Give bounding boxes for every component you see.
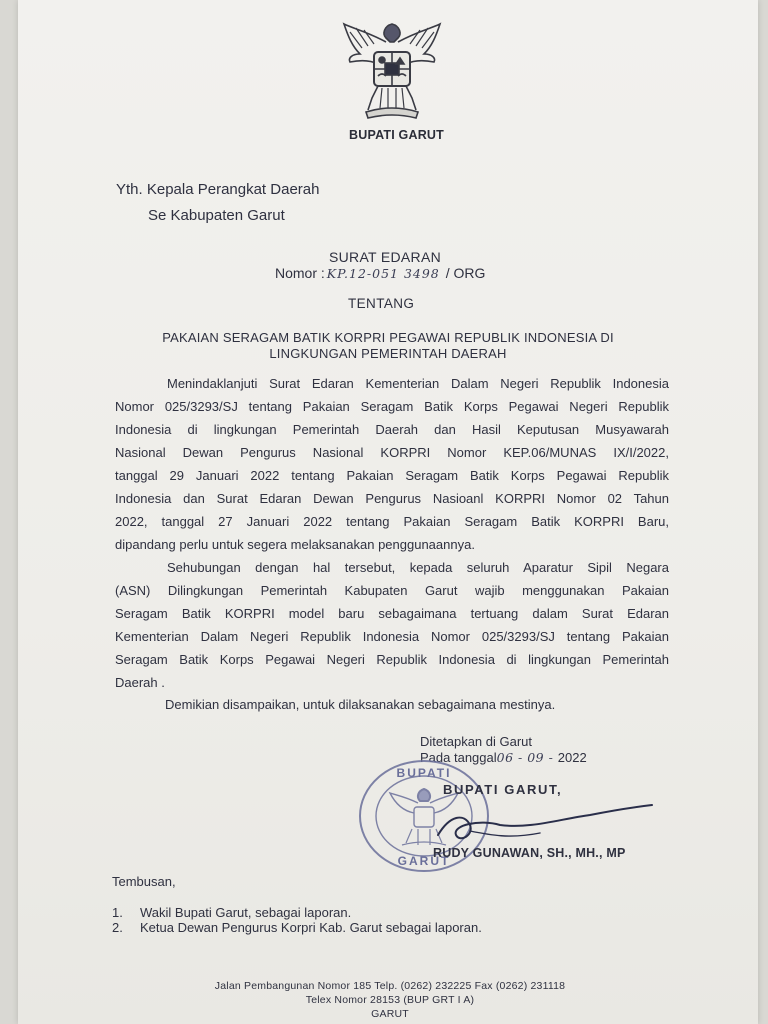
cc-item-text: Ketua Dewan Pengurus Korpri Kab. Garut sebagai laporan. — [140, 920, 482, 935]
letter-subject — [128, 330, 648, 362]
addressee-line-1: Yth. Kepala Perangkat Daerah — [116, 181, 320, 198]
cc-item — [112, 920, 482, 935]
stamp-text-bottom: GARUT — [397, 854, 451, 868]
paragraph-line: Seragam Batik KORPRI model baru sebagaimana tertuang dalam Surat Edaran — [115, 606, 669, 621]
place-of-issue: Ditetapkan di Garut — [420, 734, 533, 749]
date-label: Pada tanggal — [420, 750, 497, 765]
letterhead-title: BUPATI GARUT — [349, 128, 444, 142]
paragraph-line: tanggal 29 Januari 2022 tentang Pakaian Seragam Batik Korps Pegawai Republik — [115, 468, 669, 483]
paragraph-line: Seragam Batik Korps Pegawai Negeri Republik Indonesia di lingkungan Pemerintah — [115, 652, 669, 667]
paragraph-line: Menindaklanjuti Surat Edaran Kementerian Dalam Negeri Republik Indonesia — [167, 376, 669, 391]
signatory-office: BUPATI GARUT, — [443, 782, 563, 797]
paragraph-line: (ASN) Dilingkungan Pemerintah Kabupaten Garut wajib menggunakan Pakaian — [115, 583, 669, 598]
footer-city: GARUT — [371, 1008, 409, 1020]
paragraph-line: 2022, tanggal 27 Januari 2022 tentang Pakaian Seragam Batik KORPRI Baru, — [115, 514, 669, 529]
cc-item — [112, 905, 351, 920]
letter-number-label: Nomor : — [275, 265, 325, 281]
letter-type: SURAT EDARAN — [329, 249, 441, 265]
paragraph-line: Kementerian Dalam Negeri Republik Indonesia Nomor 025/3293/SJ tentang Pakaian — [115, 629, 669, 644]
letter-number-suffix: / ORG — [445, 265, 486, 281]
date-year: 2022 — [557, 750, 587, 765]
signatory-name: RUDY GUNAWAN, SH., MH., MP — [433, 846, 626, 860]
letter-number-handwritten: KP.12-051 3498 — [326, 266, 440, 281]
subject-line-1: PAKAIAN SERAGAM BATIK KORPRI PEGAWAI REPUBLIK INDONESIA DI — [162, 330, 614, 345]
stamp-text-top: BUPATI — [396, 766, 452, 780]
cc-label: Tembusan, — [112, 874, 176, 889]
paragraph-line: Nomor 025/3293/SJ tentang Pakaian Seragam Batik Korps Pegawai Negeri Republik — [115, 399, 669, 414]
body-paragraph-3: Demikian disampaikan, untuk dilaksanakan sebagaimana mestinya. — [165, 697, 556, 712]
date-handwritten: 06 - 09 - — [496, 750, 558, 765]
paragraph-line: Sehubungan dengan hal tersebut, kepada seluruh Aparatur Sipil Negara — [167, 560, 669, 575]
cc-item-number: 2. — [112, 920, 123, 935]
body-paragraph-1 — [115, 372, 669, 556]
paragraph-line: Indonesia dan Surat Edaran Dewan Pengurus Nasioanl KORPRI Nomor 02 Tahun — [115, 491, 669, 506]
footer-address: Jalan Pembangunan Nomor 185 Telp. (0262) 232225 Fax (0262) 231118 — [214, 980, 566, 992]
letter-number — [275, 265, 485, 281]
subject-line-2: LINGKUNGAN PEMERINTAH DAERAH — [269, 346, 507, 361]
cc-item-number: 1. — [112, 905, 123, 920]
paragraph-line: Nasional Dewan Pengurus Nasional KORPRI Nomor KEP.06/MUNAS IX/I/2022, — [115, 445, 669, 460]
cc-item-text: Wakil Bupati Garut, sebagai laporan. — [140, 905, 352, 920]
tentang-heading: TENTANG — [348, 296, 415, 311]
paragraph-line: Indonesia di lingkungan Pemerintah Daerah dan Hasil Keputusan Musyawarah — [115, 422, 669, 437]
garuda-emblem-icon — [338, 18, 446, 122]
paragraph-line: dipandang perlu untuk segera melaksanakan penggunaannya. — [115, 537, 475, 552]
body-paragraph-2 — [115, 556, 669, 694]
addressee-line-2: Se Kabupaten Garut — [148, 207, 285, 224]
paragraph-line: Daerah . — [115, 675, 165, 690]
footer-telex: Telex Nomor 28153 (BUP GRT I A) — [305, 994, 475, 1006]
